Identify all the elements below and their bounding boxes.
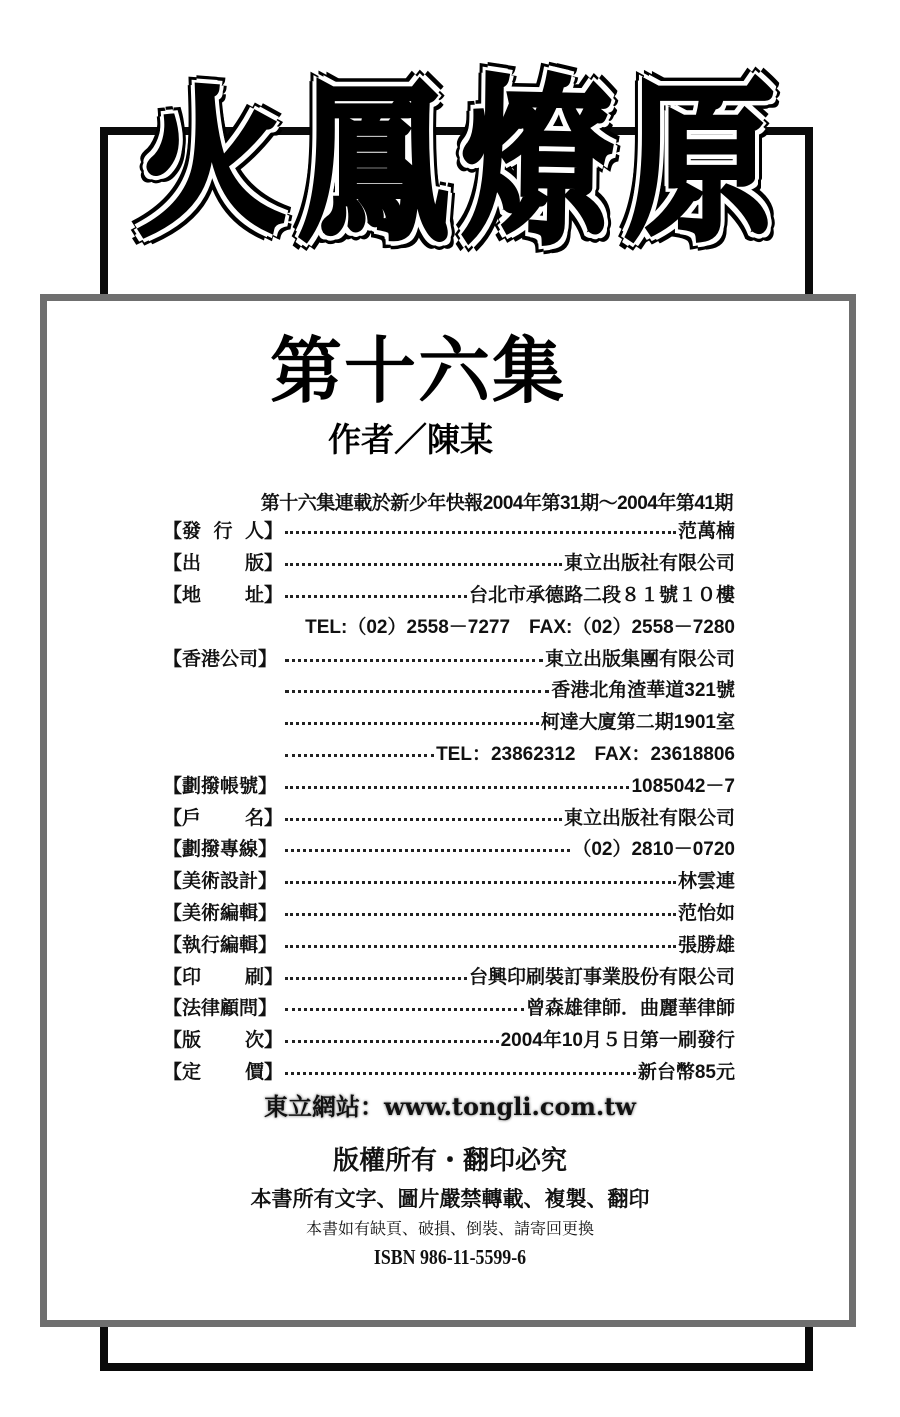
dotted-leader [285, 818, 562, 821]
colophon-label [163, 580, 283, 607]
colophon-row [163, 1023, 735, 1055]
copyright-notice: 版權所有・翻印必究 [332, 1146, 567, 1176]
colophon-value: TEL：23862312 FAX：23618806 [436, 743, 735, 765]
colophon-row [163, 673, 735, 705]
colophon-row [163, 546, 735, 578]
colophon-label [163, 930, 283, 957]
colophon-label-part: 價】 [244, 1061, 283, 1083]
colophon-value: 新台幣85元 [637, 1061, 735, 1083]
series-title-char: 鳳 [298, 64, 449, 266]
colophon-label-part: 【劃撥帳號】 [163, 775, 278, 797]
series-title [132, 45, 775, 285]
colophon-value: 范怡如 [677, 902, 735, 924]
colophon-label [163, 962, 283, 989]
colophon-row [163, 800, 735, 832]
colophon-label-part: 【香港公司】 [163, 648, 278, 670]
colophon-value: 東立出版集團有限公司 [544, 648, 735, 670]
colophon-row [163, 991, 735, 1023]
colophon-label-part: 【法律顧問】 [163, 998, 278, 1020]
colophon-label-part: 【出 [163, 553, 202, 575]
volume-title: 第十六集 [270, 328, 567, 413]
dotted-leader [285, 659, 543, 662]
colophon-label [163, 866, 283, 893]
colophon-label-part: 【版 [163, 1030, 202, 1052]
colophon-label-part: 址】 [244, 584, 283, 606]
colophon-list [163, 514, 735, 1086]
colophon-value: 范萬楠 [677, 521, 735, 543]
colophon-label-part: 名】 [244, 807, 283, 829]
colophon-value: （02）2810－0720 [572, 839, 735, 861]
colophon-value: 1085042－7 [631, 775, 735, 797]
colophon-label-part: 【美術設計】 [163, 871, 278, 893]
dotted-leader [285, 849, 570, 852]
series-title-char: 燎 [460, 59, 614, 271]
colophon-row [163, 768, 735, 800]
dotted-leader [285, 786, 629, 789]
website-line: 東立網站：www.tongli.com.tw [264, 1092, 636, 1121]
colophon-label [163, 993, 283, 1020]
colophon-value: 香港北角渣華道321號 [551, 680, 735, 702]
colophon-label-part: 【定 [163, 1061, 202, 1083]
colophon-value: 柯達大廈第二期1901室 [540, 712, 735, 734]
colophon-label [163, 771, 283, 798]
author-line: 作者／陳某 [328, 420, 493, 459]
colophon-row [163, 514, 735, 546]
dotted-leader [285, 690, 549, 693]
colophon-label-part: 行 [213, 521, 233, 543]
colophon-label [163, 1057, 283, 1084]
colophon-row [163, 641, 735, 673]
colophon-label-part: 【戶 [163, 807, 202, 829]
colophon-value: 林雲連 [677, 871, 735, 893]
colophon-value: TEL:（02）2558－7277 FAX:（02）2558－7280 [305, 616, 735, 638]
colophon-row [163, 705, 735, 737]
colophon-value: 東立出版社有限公司 [563, 553, 735, 575]
series-title-char: 火 [132, 70, 289, 260]
colophon-label-part: 【地 [163, 584, 202, 606]
colophon-row [163, 927, 735, 959]
colophon-row [163, 864, 735, 896]
colophon-row [163, 737, 735, 769]
colophon-row [163, 959, 735, 991]
colophon-row [163, 896, 735, 928]
colophon-label-part: 【執行編輯】 [163, 934, 278, 956]
dotted-leader [285, 913, 676, 916]
colophon-label-part: 次】 [244, 1030, 283, 1052]
colophon-value: 台北市承德路二段８１號１０樓 [468, 584, 735, 606]
colophon-label-part: 人】 [244, 521, 283, 543]
dotted-leader [285, 531, 676, 534]
colophon-label [163, 898, 283, 925]
serialization-note: 第十六集連載於新少年快報2004年第31期～2004年第41期 [260, 493, 733, 514]
colophon-label [163, 644, 283, 671]
dotted-leader [285, 1040, 499, 1043]
colophon-label [163, 1025, 283, 1052]
dotted-leader [285, 1008, 524, 1011]
colophon-value: 台興印刷裝訂事業股份有限公司 [468, 966, 735, 988]
colophon-value: 張勝雄 [677, 934, 735, 956]
series-title-char: 原 [624, 64, 775, 266]
colophon-label-part: 【發 [163, 521, 202, 543]
dotted-leader [285, 881, 676, 884]
colophon-label-part: 【美術編輯】 [163, 902, 278, 924]
dotted-leader [285, 977, 467, 980]
colophon-label-part: 【印 [163, 966, 202, 988]
colophon-label-part: 版】 [244, 553, 283, 575]
colophon-label [163, 803, 283, 830]
colophon-value: 2004年10月５日第一刷發行 [500, 1030, 735, 1052]
colophon-row [163, 609, 735, 641]
dotted-leader [285, 754, 434, 757]
dotted-leader [285, 945, 676, 948]
colophon-label-part: 刷】 [244, 966, 283, 988]
dotted-leader [285, 1072, 636, 1075]
colophon-label [163, 834, 283, 861]
colophon-value: 曾森雄律師．曲麗華律師 [525, 998, 735, 1020]
colophon-label-part: 【劃撥專線】 [163, 839, 278, 861]
colophon-label [163, 516, 283, 543]
dotted-leader [285, 722, 539, 725]
colophon-row [163, 832, 735, 864]
reproduction-restriction: 本書所有文字、圖片嚴禁轉載、複製、翻印 [250, 1186, 650, 1211]
dotted-leader [285, 563, 562, 566]
colophon-row [163, 1055, 735, 1087]
replacement-notice: 本書如有缺頁、破損、倒裝、請寄回更換 [305, 1221, 594, 1238]
colophon-value: 東立出版社有限公司 [563, 807, 735, 829]
colophon-row [163, 578, 735, 610]
isbn: ISBN 986-11-5599-6 [373, 1245, 527, 1269]
dotted-leader [285, 595, 467, 598]
colophon-label [163, 548, 283, 575]
